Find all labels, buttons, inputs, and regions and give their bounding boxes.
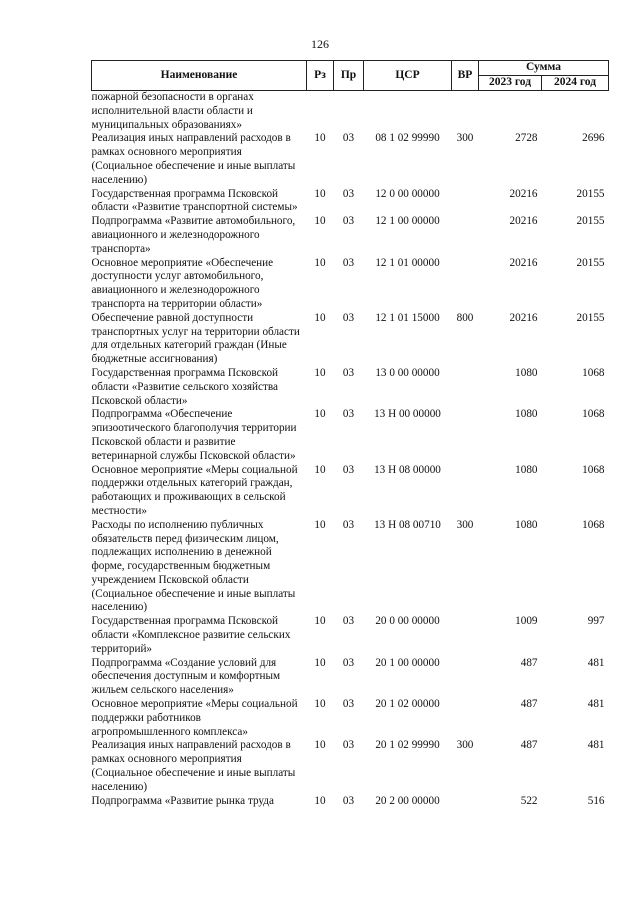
row-csr: 20 2 00 00000 bbox=[375, 794, 440, 807]
row-name: пожарной безопасности в органах исполнительной власти области и муниципальных образованиях» bbox=[91, 91, 254, 131]
row-rz: 10 bbox=[314, 256, 326, 269]
table-row bbox=[92, 91, 609, 133]
table-row bbox=[92, 132, 609, 187]
row-pr: 03 bbox=[342, 256, 355, 269]
row-sum-2024: 1068 bbox=[582, 408, 605, 421]
row-name: Реализация иных направлений расходов в рамках основного мероприятия (Социальное обеспечение и иные выплаты населению) bbox=[91, 739, 296, 793]
row-sum-2023: 1080 bbox=[515, 408, 538, 421]
table-header bbox=[92, 61, 609, 91]
row-name: Реализация иных направлений расходов в рамках основного мероприятия (Социальное обеспечение и иные выплаты населению) bbox=[91, 132, 296, 186]
row-pr: 03 bbox=[342, 698, 355, 711]
table-row bbox=[92, 739, 609, 794]
page-number: 126 bbox=[311, 37, 329, 51]
row-pr: 03 bbox=[342, 518, 355, 531]
row-pr: 03 bbox=[342, 463, 355, 476]
row-name: Подпрограмма «Развитие рынка труда bbox=[91, 794, 274, 807]
row-rz: 10 bbox=[314, 366, 326, 379]
row-rz: 10 bbox=[314, 408, 326, 421]
row-vr: 300 bbox=[456, 132, 474, 145]
table-row bbox=[92, 519, 609, 616]
row-name: Основное мероприятие «Меры социальной поддержки работников агропромышленного комплекса» bbox=[91, 698, 298, 738]
row-sum-2023: 2728 bbox=[515, 132, 538, 145]
row-sum-2023 bbox=[479, 91, 542, 133]
row-vr bbox=[452, 408, 479, 463]
row-pr: 03 bbox=[342, 408, 355, 421]
row-name: Основное мероприятие «Меры социальной поддержки отдельных категорий граждан, работающих и проживающих в сельской местности» bbox=[91, 463, 298, 517]
header-name: Наименование bbox=[92, 61, 307, 91]
budget-table bbox=[91, 60, 609, 808]
row-pr: 03 bbox=[342, 739, 355, 752]
row-sum-2024: 1068 bbox=[582, 518, 605, 531]
row-sum-2023: 487 bbox=[520, 739, 538, 752]
row-rz: 10 bbox=[314, 656, 326, 669]
row-pr: 03 bbox=[342, 656, 355, 669]
row-csr: 13 Н 00 00000 bbox=[374, 408, 441, 421]
row-rz: 10 bbox=[314, 518, 326, 531]
row-csr: 13 Н 08 00710 bbox=[374, 518, 441, 531]
row-sum-2024 bbox=[542, 91, 609, 133]
row-name: Подпрограмма «Развитие автомобильного, авиационного и железнодорожного транспорта» bbox=[91, 215, 296, 255]
row-pr: 03 bbox=[342, 615, 355, 628]
row-vr bbox=[452, 188, 479, 216]
row-rz: 10 bbox=[314, 215, 326, 228]
row-sum-2023: 1080 bbox=[515, 518, 538, 531]
table-row bbox=[92, 312, 609, 367]
row-csr: 08 1 02 99990 bbox=[375, 132, 440, 145]
row-csr: 12 1 00 00000 bbox=[375, 215, 440, 228]
row-vr: 300 bbox=[456, 739, 474, 752]
row-rz: 10 bbox=[314, 311, 326, 324]
row-name: Государственная программа Псковской области «Развитие сельского хозяйства Псковской области» bbox=[91, 366, 279, 407]
header-year-2024: 2024 год bbox=[542, 75, 609, 90]
row-sum-2024: 481 bbox=[587, 656, 605, 669]
row-pr: 03 bbox=[342, 132, 355, 145]
row-rz: 10 bbox=[314, 698, 326, 711]
header-csr: ЦСР bbox=[364, 61, 452, 91]
row-pr: 03 bbox=[342, 187, 355, 200]
row-sum-2024: 481 bbox=[587, 698, 605, 711]
row-vr bbox=[452, 698, 479, 739]
row-csr: 20 1 02 99990 bbox=[375, 739, 440, 752]
row-rz: 10 bbox=[314, 739, 326, 752]
row-rz: 10 bbox=[314, 187, 326, 200]
row-csr: 12 1 01 00000 bbox=[375, 256, 440, 269]
row-sum-2024: 2696 bbox=[582, 132, 605, 145]
row-sum-2023: 20216 bbox=[509, 311, 538, 324]
row-vr bbox=[452, 91, 479, 133]
row-name: Государственная программа Псковской области «Развитие транспортной системы» bbox=[91, 187, 298, 214]
row-sum-2024: 516 bbox=[587, 794, 605, 807]
row-pr: 03 bbox=[342, 215, 355, 228]
row-name: Основное мероприятие «Обеспечение доступности услуг автомобильного, авиационного и железнодорожного транспорта на территории области» bbox=[91, 256, 274, 310]
header-vr: ВР bbox=[452, 61, 479, 91]
table-row bbox=[92, 367, 609, 408]
row-name: Обеспечение равной доступности транспортных услуг на территории области для отдельных категорий граждан (Иные бюджетные ассигнования) bbox=[91, 311, 300, 366]
row-csr: 12 0 00 00000 bbox=[375, 187, 440, 200]
table-row bbox=[92, 408, 609, 463]
row-sum-2023: 20216 bbox=[509, 256, 538, 269]
row-name: Государственная программа Псковской области «Комплексное развитие сельских территорий» bbox=[91, 615, 291, 655]
row-vr bbox=[452, 657, 479, 698]
row-pr: 03 bbox=[342, 794, 355, 807]
header-year-2023: 2023 год bbox=[479, 75, 542, 90]
table-body bbox=[92, 91, 609, 809]
table-row bbox=[92, 657, 609, 698]
row-sum-2024: 1068 bbox=[582, 366, 605, 379]
row-vr bbox=[452, 215, 479, 256]
row-pr: 03 bbox=[342, 366, 355, 379]
row-rz: 10 bbox=[314, 463, 326, 476]
row-vr bbox=[452, 795, 479, 809]
row-sum-2023: 1080 bbox=[515, 366, 538, 379]
row-csr: 20 0 00 00000 bbox=[375, 615, 440, 628]
row-vr: 800 bbox=[456, 311, 474, 324]
row-name: Подпрограмма «Создание условий для обеспечения доступным и комфортным жильем сельского населения» bbox=[91, 656, 281, 697]
table-row bbox=[92, 795, 609, 809]
header-pr: Пр bbox=[334, 61, 364, 91]
row-csr: 20 1 00 00000 bbox=[375, 656, 440, 669]
row-csr bbox=[364, 91, 452, 133]
row-rz: 10 bbox=[314, 132, 326, 145]
table-row bbox=[92, 257, 609, 312]
row-sum-2023: 20216 bbox=[509, 187, 538, 200]
table-row bbox=[92, 188, 609, 216]
row-vr bbox=[452, 464, 479, 519]
row-name: Расходы по исполнению публичных обязательств перед физическим лицом, подлежащих исполнению в денежной форме, государственным бюджетным учреждением Псковской области (Социальное обеспечение и иные выплаты населению) bbox=[91, 518, 296, 614]
row-sum-2024: 1068 bbox=[582, 463, 605, 476]
row-name: Подпрограмма «Обеспечение эпизоотического благополучия территории Псковской области и развитие ветеринарной службы Псковской области» bbox=[91, 408, 297, 462]
row-csr: 13 0 00 00000 bbox=[375, 366, 440, 379]
row-sum-2023: 487 bbox=[520, 698, 538, 711]
row-sum-2024: 997 bbox=[587, 615, 605, 628]
row-vr bbox=[452, 367, 479, 408]
row-sum-2024: 20155 bbox=[576, 311, 605, 324]
row-vr: 300 bbox=[456, 518, 474, 531]
header-sum: Сумма bbox=[479, 61, 609, 76]
table-row bbox=[92, 615, 609, 656]
row-rz bbox=[307, 91, 334, 133]
row-csr: 20 1 02 00000 bbox=[375, 698, 440, 711]
row-csr: 13 Н 08 00000 bbox=[374, 463, 441, 476]
header-rz: Рз bbox=[307, 61, 334, 91]
row-sum-2024: 20155 bbox=[576, 187, 605, 200]
table-row bbox=[92, 698, 609, 739]
row-sum-2023: 487 bbox=[520, 656, 538, 669]
row-pr: 03 bbox=[342, 311, 355, 324]
row-sum-2023: 20216 bbox=[509, 215, 538, 228]
row-csr: 12 1 01 15000 bbox=[375, 311, 440, 324]
row-sum-2024: 20155 bbox=[576, 256, 605, 269]
row-vr bbox=[452, 615, 479, 656]
row-sum-2024: 481 bbox=[587, 739, 605, 752]
row-rz: 10 bbox=[314, 794, 326, 807]
table-row bbox=[92, 464, 609, 519]
table-row bbox=[92, 215, 609, 256]
row-sum-2024: 20155 bbox=[576, 215, 605, 228]
row-sum-2023: 1080 bbox=[515, 463, 538, 476]
row-vr bbox=[452, 257, 479, 312]
row-rz: 10 bbox=[314, 615, 326, 628]
row-sum-2023: 1009 bbox=[515, 615, 538, 628]
row-pr bbox=[334, 91, 364, 133]
row-sum-2023: 522 bbox=[520, 794, 538, 807]
